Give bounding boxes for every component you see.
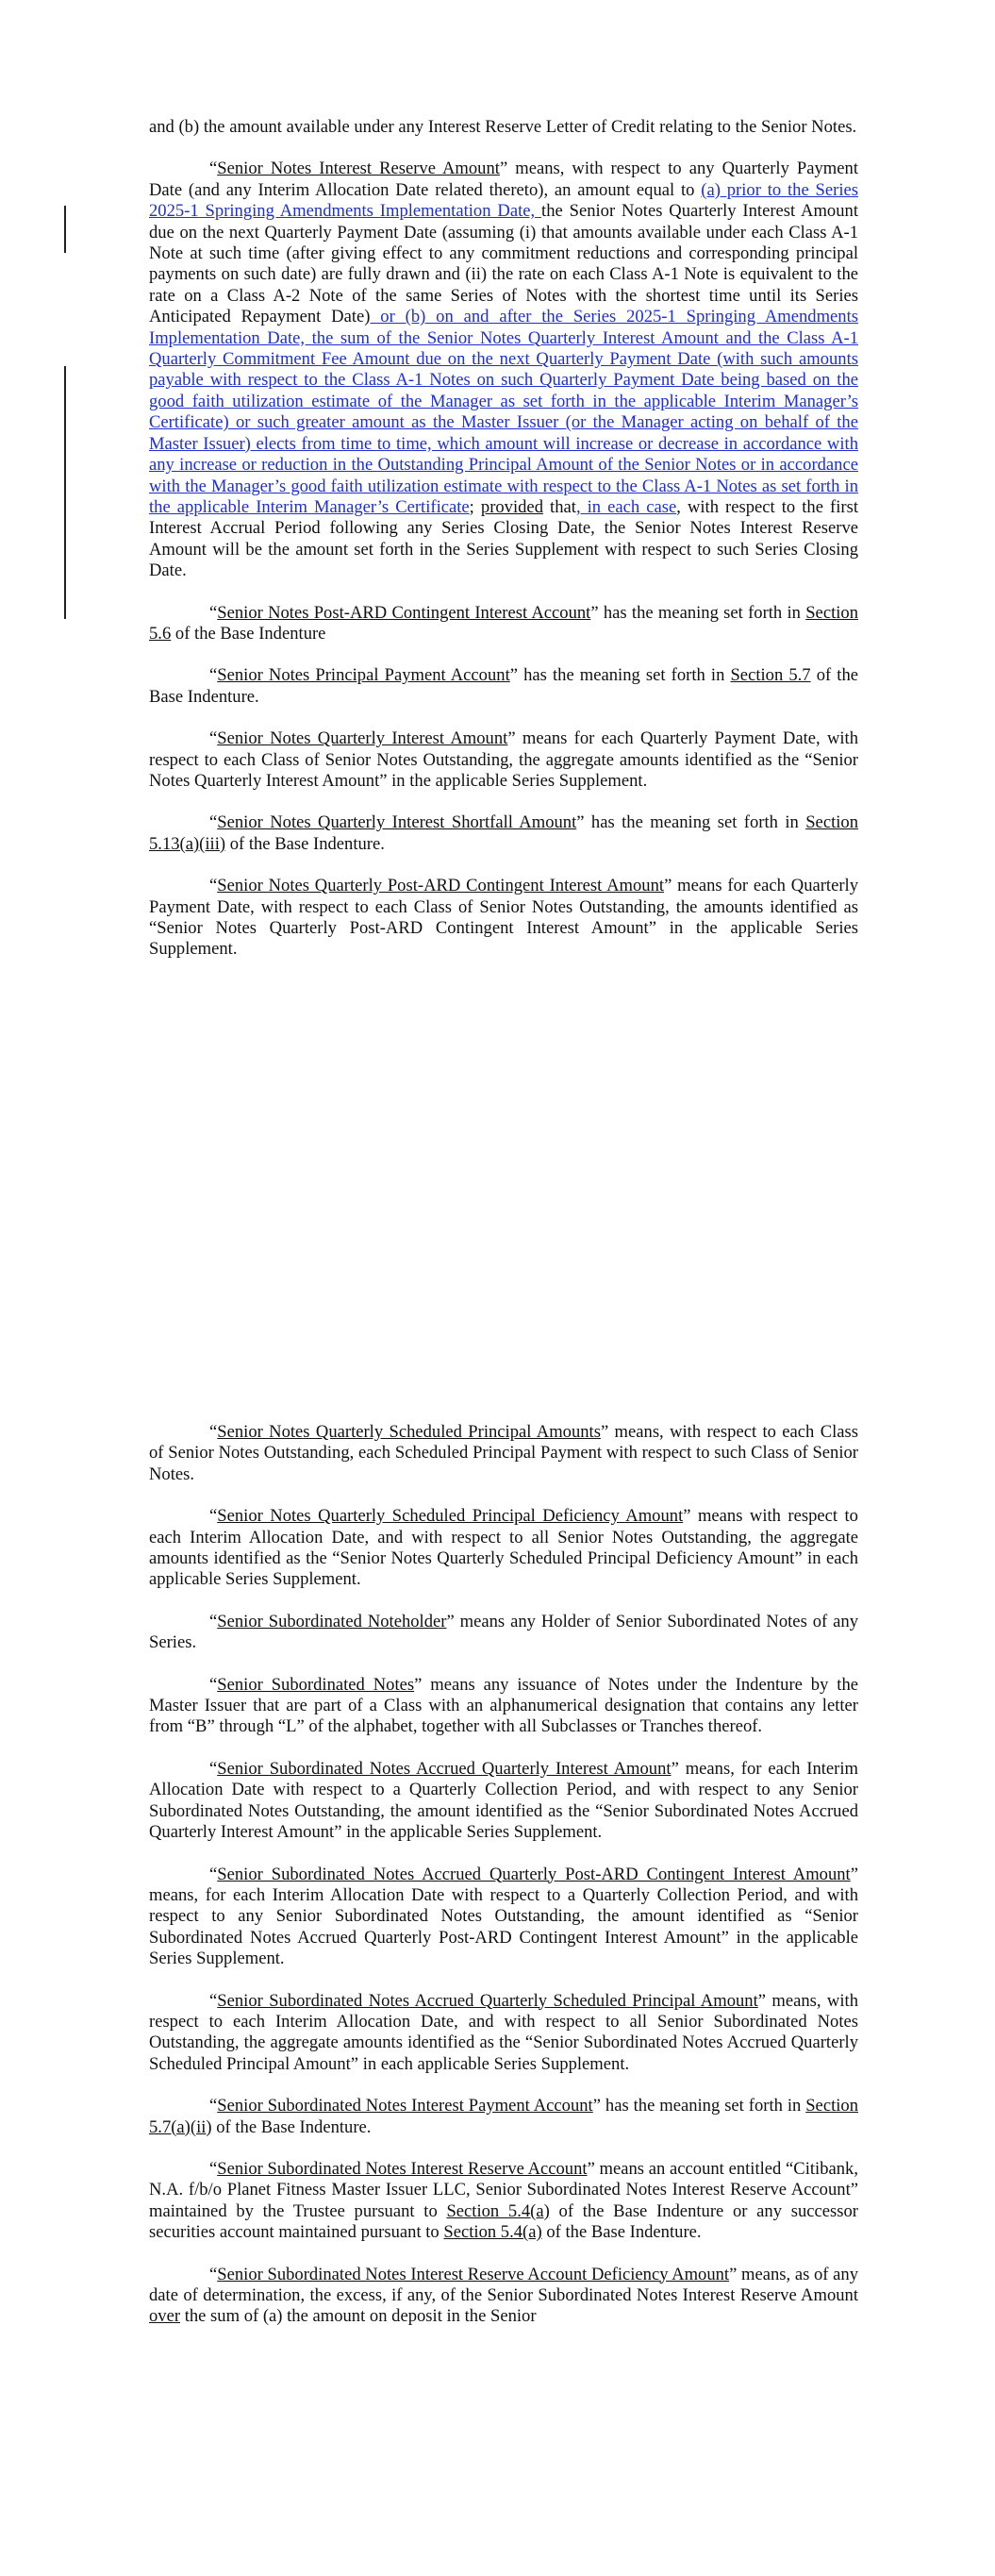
definition-senior-subordinated-notes: “Senior Subordinated Notes” means any issuance of Notes under the Indenture by the Master Issuer that are part of a Class with an alphanumerical designation that contains any letter from “B” through “L” of the alphabet, together with all Subclasses or Tranches thereof. bbox=[149, 1674, 858, 1737]
definition-quarterly-interest-amount: “Senior Notes Quarterly Interest Amount” means for each Quarterly Payment Date, with respect to each Class of Senior Notes Outstanding, the aggregate amounts identified as the “Senior Notes Quarterly Interest Amount” in the applicable Series Supplement. bbox=[149, 728, 859, 791]
defined-term: Senior Subordinated Notes Accrued Quarterly Scheduled Principal Amount bbox=[217, 1990, 758, 2011]
change-bar-1 bbox=[64, 206, 66, 253]
definition-quarterly-interest-shortfall-amount: “Senior Notes Quarterly Interest Shortfall Amount” has the meaning set forth in Section 5.13(a)(iii) of the Base Indenture. bbox=[149, 812, 858, 854]
definition-quarterly-scheduled-principal-amounts: “Senior Notes Quarterly Scheduled Principal Amounts” means, with respect to each Class of Senior Notes Outstanding, each Scheduled Principal Payment with respect to such Class of Senior Notes. bbox=[149, 1422, 858, 1484]
section-reference: Section 5.6 bbox=[149, 602, 858, 644]
defined-term: Senior Notes Quarterly Scheduled Principal Amounts bbox=[217, 1422, 601, 1442]
definition-subordinated-accrued-post-ard-contingent-interest-amount: “Senior Subordinated Notes Accrued Quarterly Post-ARD Contingent Interest Amount” means, for each Interim Allocation Date with respect to a Quarterly Collection Period, and with respect to any Senior Subordinated Notes Outstanding, the amount identified as “Senior Subordinated Notes Accrued Quarterly Post-ARD Contingent Interest Amount” in the applicable Series Supplement. bbox=[149, 1864, 858, 1969]
definition-senior-notes-interest-reserve-amount: “Senior Notes Interest Reserve Amount” means, with respect to any Quarterly Payment Date (and any Interim Allocation Date related thereto), an amount equal to (a) prior to the Series 2025-1 Springing Amendments Implementation Date, the Senior Notes Quarterly Interest Amount due on the next Quarterly Payment Date (assuming (i) that amounts available under each Class A-1 Note at such time (after giving effect to any commitment reductions and corresponding principal payments on such date) are fully drawn and (ii) the rate on each Class A-1 Note is equivalent to the rate on a Class A-2 Note of the same Series of Notes with the shortest time until its Series Anticipated Repayment Date) or (b) on and after the Series 2025-1 Springing Amendments Implementation Date, the sum of the Senior Notes Quarterly Interest Amount and the Class A-1 Quarterly Commitment Fee Amount due on the next Quarterly Payment Date (with such amounts payable with respect to the Class A-1 Notes on such Quarterly Payment Date being based on the good faith utilization estimate of the Manager as set forth in the applicable Interim Manager’s Certificate) or such greater amount as the Master Issuer (or the Manager acting on behalf of the Master Issuer) elects from time to time, which amount will increase or decrease in accordance with any increase or reduction in the Outstanding Principal Amount of the Senior Notes or in accordance with the Manager’s good faith utilization estimate with respect to the Class A-1 Notes as set forth in the applicable Interim Manager’s Certificate; provided that, in each case, with respect to the first Interest Accrual Period following any Series Closing Date, the Senior Notes Interest Reserve Amount will be the amount set forth in the Series Supplement with respect to such Series Closing Date. bbox=[149, 159, 858, 581]
definition-principal-payment-account: “Senior Notes Principal Payment Account” has the meaning set forth in Section 5.7 of the Base Indenture. bbox=[149, 665, 858, 707]
defined-term: Senior Notes Principal Payment Account bbox=[217, 665, 510, 686]
defined-term: Senior Notes Quarterly Interest Amount bbox=[217, 728, 508, 749]
change-bar-2 bbox=[64, 366, 66, 619]
section-reference: Section 5.7 bbox=[730, 665, 811, 686]
defined-term: Senior Notes Quarterly Interest Shortfall Amount bbox=[217, 812, 577, 833]
section-reference: Section 5.4(a) bbox=[443, 2222, 542, 2243]
inserted-text: (a) prior to the Series 2025-1 Springing Amendments Implementation Date, bbox=[149, 179, 858, 222]
definition-quarterly-scheduled-principal-deficiency-amount: “Senior Notes Quarterly Scheduled Principal Deficiency Amount” means with respect to each Interim Allocation Date, and with respect to all Senior Notes Outstanding, the aggregate amounts identified as the “Senior Notes Quarterly Scheduled Principal Deficiency Amount” in each applicable Series Supplement. bbox=[149, 1506, 858, 1590]
paragraph-continuation: and (b) the amount available under any Interest Reserve Letter of Credit relating to the Senior Notes. bbox=[149, 117, 857, 137]
definition-subordinated-interest-payment-account: “Senior Subordinated Notes Interest Payment Account” has the meaning set forth in Section 5.7(a)(ii) of the Base Indenture. bbox=[149, 2096, 858, 2137]
definition-subordinated-interest-reserve-account: “Senior Subordinated Notes Interest Reserve Account” means an account entitled “Citibank, N.A. f/b/o Planet Fitness Master Issuer LLC, Senior Subordinated Notes Interest Reserve Account” maintained by the Trustee pursuant to Section 5.4(a) of the Base Indenture or any successor securities account maintained pursuant to Section 5.4(a) of the Base Indenture. bbox=[149, 2158, 858, 2243]
definition-post-ard-contingent-interest-account: “Senior Notes Post-ARD Contingent Interest Account” has the meaning set forth in Section 5.6 of the Base Indenture bbox=[149, 602, 858, 644]
document-bottom-block bbox=[149, 1422, 858, 2349]
emphasis-word: over bbox=[149, 2306, 181, 2327]
document-top-block bbox=[149, 117, 858, 981]
defined-term: Senior Subordinated Notes Accrued Quarterly Interest Amount bbox=[217, 1758, 672, 1779]
proviso-word: provided bbox=[480, 496, 543, 517]
defined-term: Senior Subordinated Notes Accrued Quarterly Post-ARD Contingent Interest Amount bbox=[217, 1864, 851, 1884]
defined-term: Senior Subordinated Notes bbox=[217, 1674, 415, 1695]
defined-term: Senior Subordinated Notes Interest Payment Account bbox=[217, 2096, 593, 2116]
definition-senior-subordinated-noteholder: “Senior Subordinated Noteholder” means any Holder of Senior Subordinated Notes of any Series. bbox=[149, 1611, 858, 1653]
definition-subordinated-accrued-quarterly-interest-amount: “Senior Subordinated Notes Accrued Quarterly Interest Amount” means, for each Interim Allocation Date with respect to a Quarterly Collection Period, and with respect to any Senior Subordinated Notes Outstanding, the amount identified as the “Senior Subordinated Notes Accrued Quarterly Interest Amount” in the applicable Series Supplement. bbox=[149, 1758, 858, 1843]
section-reference: Section 5.13(a)(iii) bbox=[149, 812, 858, 854]
definition-subordinated-interest-reserve-account-deficiency-amount: “Senior Subordinated Notes Interest Reserve Account Deficiency Amount” means, as of any date of determination, the excess, if any, of the Senior Subordinated Notes Interest Reserve Amount over the sum of (a) the amount on deposit in the Senior bbox=[149, 2264, 858, 2327]
defined-term: Senior Notes Post-ARD Contingent Interest Account bbox=[217, 602, 591, 623]
defined-term: Senior Notes Interest Reserve Amount bbox=[217, 159, 500, 179]
inserted-text: or (b) on and after the Series 2025-1 Springing Amendments Implementation Date, the sum of the Senior Notes Quarterly Interest Amount and the Class A-1 Quarterly Commitment Fee Amount due on the next Quarterly Payment Date (with such amounts payable with respect to the Class A-1 Notes on such Quarterly Payment Date being based on the good faith utilization estimate of the Manager as set forth in the applicable Interim Manager’s Certificate) or such greater amount as the Master Issuer (or the Manager acting on behalf of the Master Issuer) elects from time to time, which amount will increase or decrease in accordance with any increase or reduction in the Outstanding Principal Amount of the Senior Notes or in accordance with the Manager’s good faith utilization estimate with respect to the Class A-1 Notes as set forth in the applicable Interim Manager’s Certificate bbox=[149, 307, 858, 517]
definition-subordinated-accrued-scheduled-principal-amount: “Senior Subordinated Notes Accrued Quarterly Scheduled Principal Amount” means, with respect to each Interim Allocation Date, and with respect to all Senior Subordinated Notes Outstanding, the aggregate amounts identified as the “Senior Subordinated Notes Accrued Quarterly Scheduled Principal Amount” in each applicable Series Supplement. bbox=[149, 1990, 858, 2074]
definition-quarterly-post-ard-contingent-interest-amount: “Senior Notes Quarterly Post-ARD Contingent Interest Amount” means for each Quarterly Payment Date, with respect to each Class of Senior Notes Outstanding, the amounts identified as “Senior Notes Quarterly Post-ARD Contingent Interest Amount” in the applicable Series Supplement. bbox=[149, 876, 859, 960]
defined-term: Senior Subordinated Noteholder bbox=[217, 1611, 447, 1631]
inserted-text: , in each case bbox=[575, 496, 677, 517]
defined-term: Senior Subordinated Notes Interest Reserve Account Deficiency Amount bbox=[217, 2264, 730, 2284]
section-reference: Section 5.7(a)(ii) bbox=[149, 2096, 858, 2137]
defined-term: Senior Subordinated Notes Interest Reserve Account bbox=[217, 2158, 588, 2179]
defined-term: Senior Notes Quarterly Post-ARD Contingent Interest Amount bbox=[217, 876, 665, 896]
section-reference: Section 5.4(a) bbox=[446, 2200, 550, 2221]
defined-term: Senior Notes Quarterly Scheduled Principal Deficiency Amount bbox=[217, 1506, 684, 1527]
